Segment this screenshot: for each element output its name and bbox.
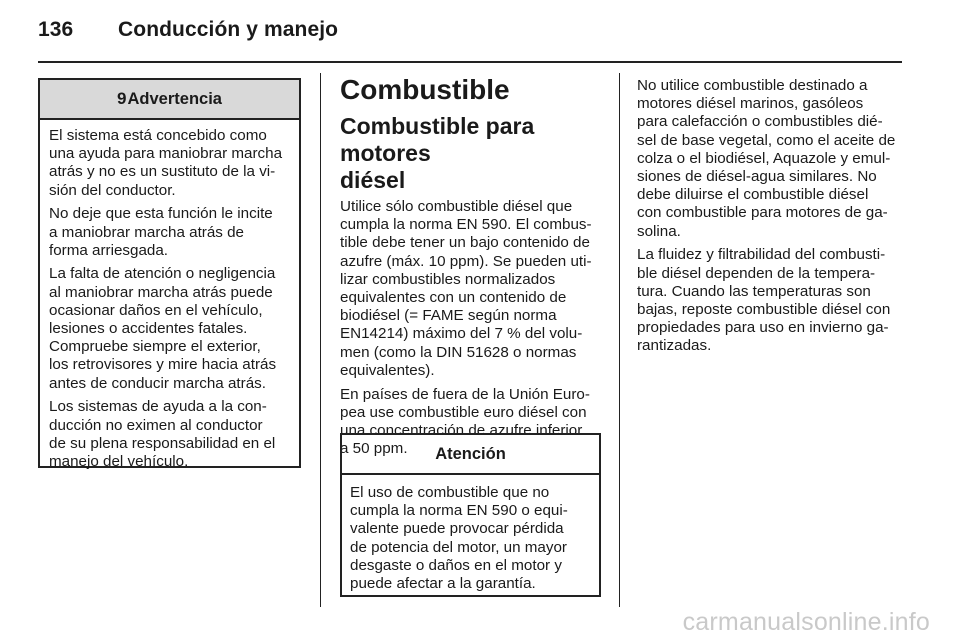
heading-line: Combustible para motores — [340, 113, 535, 166]
column-divider — [320, 73, 321, 607]
warning-box — [38, 78, 301, 468]
heading-line: diésel — [340, 167, 406, 193]
text-line: sión del conductor. — [49, 181, 176, 199]
text-line: No deje que esta función le incite — [49, 205, 273, 223]
page-number: 136 — [38, 18, 74, 41]
attention-title: Atención — [342, 435, 599, 475]
text-line: men (como la DIN 51628 o normas — [340, 343, 577, 361]
text-line: los retrovisores y mire hacia atrás — [49, 356, 277, 374]
text-line: La fluidez y filtrabilidad del combusti‐ — [637, 246, 886, 264]
text-line: biodiésel (= FAME según norma — [340, 307, 557, 325]
text-line: En países de fuera de la Unión Euro‐ — [340, 385, 590, 403]
section-heading: Combustible — [340, 74, 510, 105]
text-line: una concentración de azufre inferior — [340, 421, 583, 439]
section-title: Conducción y manejo — [118, 18, 339, 41]
text-line: a 50 ppm. — [340, 440, 408, 458]
warning-paragraph — [49, 127, 299, 200]
text-line: No utilice combustible destinado a — [637, 77, 868, 94]
subsection-heading — [340, 113, 605, 194]
text-line: manejo del vehículo. — [49, 452, 189, 470]
text-line: La falta de atención o negligencia — [49, 265, 276, 283]
text-line: azufre (máx. 10 ppm). Se pueden uti‐ — [340, 252, 592, 270]
text-line: lizar combustibles normalizados — [340, 270, 556, 288]
text-line: Utilice sólo combustible diésel que — [340, 198, 573, 215]
body-paragraph — [637, 246, 907, 355]
text-line: antes de conducir marcha atrás. — [49, 374, 266, 392]
text-line: siones de diésel-agua similares. No — [637, 168, 877, 186]
warning-title: Advertencia — [127, 89, 222, 108]
body-paragraph — [637, 77, 907, 241]
warning-body — [40, 120, 299, 471]
text-line: con combustible para motores de ga‐ — [637, 204, 888, 222]
warning-paragraph — [49, 205, 299, 260]
text-line: Los sistemas de ayuda a la con‐ — [49, 398, 267, 416]
header-rule — [38, 61, 902, 63]
body-paragraph — [340, 198, 605, 380]
text-line: sel de base vegetal, como el aceite de — [637, 131, 896, 149]
text-line: cumpla la norma EN 590. El combus‐ — [340, 216, 592, 234]
text-line: al maniobrar marcha atrás puede — [49, 283, 273, 301]
text-line: Compruebe siempre el exterior, — [49, 338, 261, 356]
right-column — [637, 77, 907, 361]
page-header — [38, 18, 338, 42]
warning-triangle-icon: 9 — [117, 89, 127, 108]
attention-box — [340, 433, 601, 597]
text-line: bajas, reposte combustible diésel con — [637, 300, 891, 318]
main-column — [340, 73, 605, 464]
warning-paragraph — [49, 265, 299, 392]
text-line: pea use combustible euro diésel con — [340, 403, 587, 421]
text-line: rantizadas. — [637, 337, 712, 355]
text-line: debe diluirse el combustible diésel — [637, 186, 869, 204]
text-line: tura. Cuando las temperaturas son — [637, 282, 871, 300]
text-line: para calefacción o combustibles dié‐ — [637, 113, 883, 131]
text-line: equivalentes). — [340, 361, 435, 379]
watermark: carmanualsonline.info — [682, 608, 930, 636]
text-line: una ayuda para maniobrar marcha — [49, 145, 283, 163]
text-line: El sistema está concebido como — [49, 127, 267, 144]
warning-header — [40, 80, 299, 120]
text-line: puede afectar a la garantía. — [350, 575, 536, 593]
text-line: valente puede provocar pérdida — [350, 520, 564, 538]
text-line: equivalentes con un contenido de — [340, 289, 567, 307]
text-line: cumpla la norma EN 590 o equi‐ — [350, 502, 568, 520]
text-line: solina. — [637, 222, 681, 240]
text-line: ducción no eximen al conductor — [49, 416, 263, 434]
column-divider — [619, 73, 620, 607]
text-line: propiedades para uso en invierno ga‐ — [637, 319, 889, 337]
text-line: desgaste o daños en el motor y — [350, 556, 562, 574]
text-line: de su plena responsabilidad en el — [49, 434, 276, 452]
text-line: a maniobrar marcha atrás de — [49, 223, 244, 241]
text-line: ocasionar daños en el vehículo, — [49, 301, 263, 319]
text-line: atrás y no es un sustituto de la vi‐ — [49, 163, 276, 181]
attention-paragraph — [350, 484, 599, 593]
text-line: El uso de combustible que no — [350, 484, 550, 501]
text-line: ble diésel dependen de la tempera‐ — [637, 264, 876, 282]
text-line: motores diésel marinos, gasóleos — [637, 95, 864, 113]
attention-body — [342, 475, 599, 593]
text-line: de potencia del motor, un mayor — [350, 538, 567, 556]
text-line: lesiones o accidentes fatales. — [49, 320, 248, 338]
text-line: forma arriesgada. — [49, 241, 169, 259]
text-line: tible debe tener un bajo contenido de — [340, 234, 590, 252]
warning-paragraph — [49, 398, 299, 471]
text-line: EN14214) máximo del 7 % del volu‐ — [340, 325, 583, 343]
text-line: colza o el biodiésel, Aquazole y emul‐ — [637, 149, 891, 167]
